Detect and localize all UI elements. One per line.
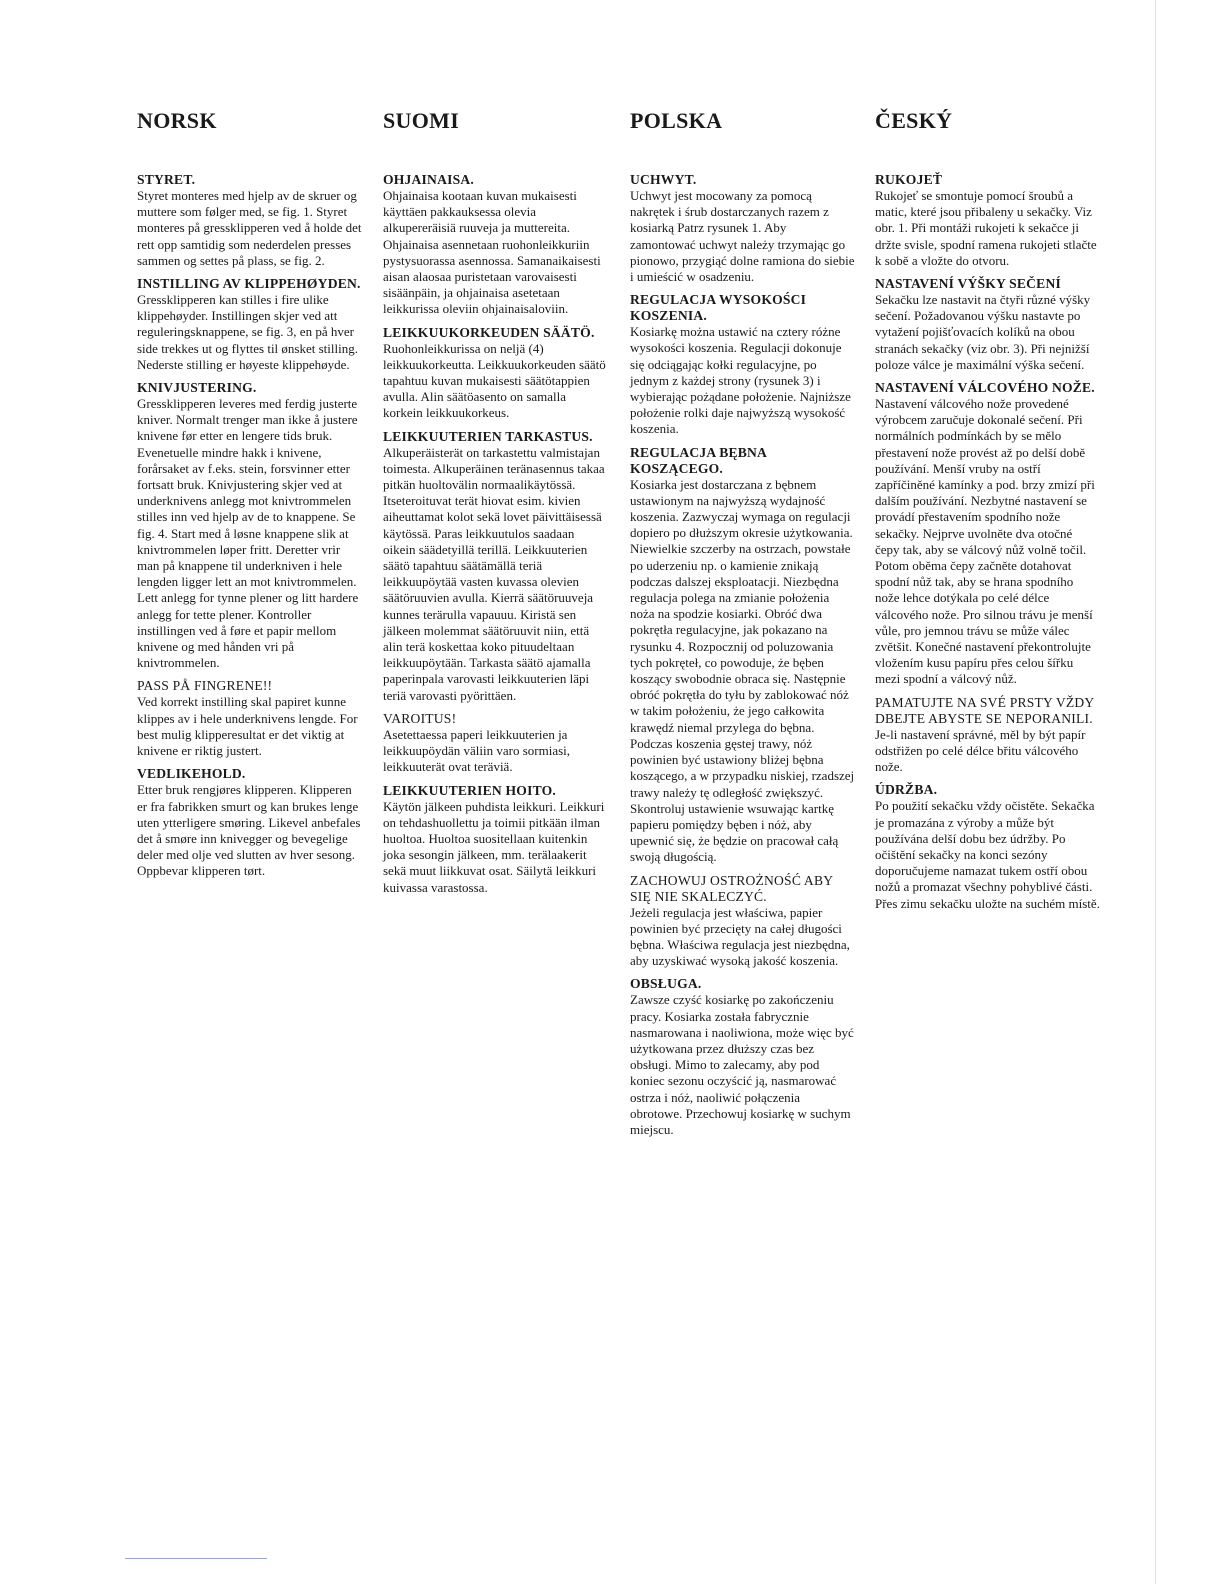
section-heading: NASTAVENÍ VÝŠKY SEČENÍ [875, 276, 1061, 292]
section-text: Käytön jälkeen puhdista leikkuri. Leikkuri on tehdashuollettu ja toimii pitkään ilman huoltoa. Huoltoa suositellaan kuitenkin joka sesongin jälkeen, mm. terälaakerit sekä muut liikkuvat osat. Säilytä leikkuri kuivassa varastossa. [383, 798, 605, 895]
section [383, 429, 608, 704]
section-heading: OBSŁUGA. [630, 976, 702, 992]
section [875, 695, 1100, 776]
section [137, 276, 362, 373]
section [137, 380, 362, 671]
warning-heading: VAROITUS! [383, 710, 457, 726]
section-text: Kosiarkę można ustawić na cztery różne wysokości koszenia. Regulacji dokonuje się odciągając kołki regulacyjne, po jednym z każdej strony (rysunek 3) i wybierając pożądane położenie. Najniższe położenie rolki daje najwyższą wysokość koszenia. [630, 324, 851, 437]
section-heading: ÚDRŽBA. [875, 782, 938, 798]
language-heading: NORSK [137, 108, 217, 133]
section-text: Ved korrekt instilling skal papiret kunne klippes av i hele underknivens lengde. For best mulig klipperesultat er det viktig at knivene er riktig justert. [137, 694, 358, 759]
section [875, 380, 1100, 688]
section-heading: REGULACJA BĘBNA KOSZĄCEGO. [630, 444, 767, 476]
warning-heading: PASS PÅ FINGRENE!! [137, 678, 273, 694]
section-text: Gressklipperen kan stilles i fire ulike klippehøyder. Instillingen skjer ved att reguleringsknappene, se fig. 3, en på hver side trekkes ut og flyttes til ønsket stilling. Nederste stilling er høyeste klippehøyde. [137, 292, 358, 372]
section-text: Rukojeť se smontuje pomocí šroubů a matic, které jsou přibaleny u sekačky. Viz obr. 1. Při montáži rukojeti k sekačce ji držte svisle, spodní ramena rukojeti stlačte k sobě a vložte do otvoru. [875, 188, 1097, 268]
section [875, 276, 1100, 373]
section-text: Etter bruk rengjøres klipperen. Klipperen er fra fabrikken smurt og kan brukes lenge uten ytterligere smøring. Likevel anbefales det å smøre inn knivegger og bevegelige deler med olje ved slutten av hver sesong. Oppbevar klipperen tørt. [137, 782, 361, 879]
section-text: Gressklipperen leveres med ferdig justerte kniver. Normalt trenger man ikke å justere knivene før etter en lengere tids bruk. Evenetuelle mindre hakk i knivene, forårsaket av f.eks. stein, forsvinner etter fortsatt bruk. Knivjustering skjer ved at underknivens anlegg mot knivtrommelen stilles inn ved hjelp av de to knappene. Se fig. 4. Start med å løsne knappene slik at knivtrommelen løper fritt. Deretter vrir man på knappene til underkniven i hele lengden ligger lett an mot knivtrommelen. Lett anlegg for tynne plener og litt hardere anlegg for tette plener. Kontroller instillingen ved å føre et papir mellom knivene og med hånden vri på knivtrommelen. [137, 396, 359, 671]
section [875, 172, 1100, 269]
section-text: Sekačku lze nastavit na čtyři různé výšky sečení. Požadovanou výšku nastavte po vytažení pojišťovacích kolíků na obou stranách sekačky (viz obr. 3). Při nejnižší poloze válce je maximální výška sečení. [875, 292, 1091, 372]
section-text: Alkuperäisterät on tarkastettu valmistajan toimesta. Alkuperäinen teränasennus takaa pitkän huoltovälin normaalikäytössä. Itseteroituvat terät hiovat esim. kivien aiheuttamat kolot sekä lovet päivittäisessä käytössä. Paras leikkuutulos saadaan oikein säädetyillä terillä. Leikkuuterien säätö tapahtuu säätämällä teriä leikkuupöytää vasten kuvassa olevien säätöruuvien avulla. Kierrä säätöruuveja kunnes terärulla vapauuu. Kiristä sen jälkeen molemmat säätöruuvit niin, että alin terä koskettaa koko pituudeltaan leikkuupöytään. Tarkasta säätö ajamalla paperinpala varovasti leikkuuterien läpi teriä varovasti pyörittäen. [383, 444, 605, 703]
scan-edge-line [1155, 0, 1156, 1584]
section-text: Ruohonleikkurissa on neljä (4) leikkuukorkeutta. Leikkuukorkeuden säätö tapahtuu kuvan mukaisesti säätötappien avulla. Alin säätöasento on samalla korkein leikkuukorkeus. [383, 340, 606, 421]
section-text: Nastavení válcového nože provedené výrobcem zaručuje dokonalé sečení. Při normálních podmínkách by se mělo přestavení nože provést až po delší době používání. Menší vruby na ostří zapříčiněné kamínky a pod. brzy zmizí při dalším používání. Nezbytné nastavení se provádí přestavením spodního nože sekačky. Nejprve uvolněte dva otočné čepy tak, aby se válcový nůž volně točil. Potom oběma čepy začněte dotahovat spodní nůž tak, aby se hrana spodního nože lehce dotýkala po celé délce válcového nože. Pro silnou trávu je menší vůle, pro jemnou trávu se může válec zvětšit. Konečné nastavení překontrolujte vložením kusu papíru přes celou šířku mezi spodní a válcový nůž. [875, 396, 1095, 687]
section-heading: LEIKKUUTERIEN TARKASTUS. [383, 428, 593, 444]
section-text: Zawsze czyść kosiarkę po zakończeniu pracy. Kosiarka została fabrycznie nasmarowana i naoliwiona, może więc być użytkowana przez dłuższy czas bez obsługi. Mimo to zalecamy, aby pod koniec sezonu oczyścić ją, nasmarować ostrza i nóż, naoliwić połączenia obrotowe. Przechowuj kosiarkę w suchym miejscu. [630, 992, 854, 1137]
warning-heading: ZACHOWUJ OSTROŻNOŚĆ ABY SIĘ NIE SKALECZYĆ. [630, 872, 833, 904]
section [383, 172, 608, 318]
section [630, 445, 855, 866]
section [630, 292, 855, 437]
section-text: Kosiarka jest dostarczana z bębnem ustawionym na najwyższą wydajność koszenia. Zazwyczaj wymaga on regulacji dopiero po dłuższym okresie użytkowania. Niewielkie szczerby na ostrzach, powstałe po uderzeniu np. o kamienie znikają podczas dalszej eksploatacji. Niezbędna regulacja polega na zmianie położenia noża na spodzie kosiarki. Obróć dwa pokrętła regulacyjne, jak pokazano na rysunku 4. Rozpocznij od poluzowania tych pokręteł, co powoduje, że bęben koszący swobodnie obraca się. Następnie obróć pokrętła do tyłu by zablokować nóż w takim położeniu, że jego całkowita krawędź niemal przylega do bębna. Podczas koszenia gęstej trawy, nóż powinien być ustawiony bliżej bębna koszącego, a w przypadku niskiej, rzadszej trawy należy tę odległość zwiększyć. Skontroluj ustawienie wsuwając kartkę papieru pomiędzy bęben i nóż, aby upewnić się, że będzie on pracował całą swoją długością. [630, 476, 855, 865]
language-heading: ČESKÝ [875, 108, 953, 133]
section-heading: REGULACJA WYSOKOŚCI KOSZENIA. [630, 292, 807, 324]
section [383, 783, 608, 896]
section-heading: NASTAVENÍ VÁLCOVÉHO NOŽE. [875, 380, 1095, 396]
section [137, 766, 362, 879]
section-heading: LEIKKUUKORKEUDEN SÄÄTÖ. [383, 324, 595, 340]
footer-rule [125, 1558, 267, 1559]
section-heading: LEIKKUUTERIEN HOITO. [383, 782, 556, 798]
section-heading: RUKOJEŤ [875, 172, 943, 187]
column-body [630, 172, 855, 1145]
section [137, 678, 362, 759]
section-heading: OHJAINAISA. [383, 172, 474, 187]
section-text: Styret monteres med hjelp av de skruer og muttere som følger med, se fig. 1. Styret monteres på gressklipperen ved å holde det rett opp samtidig som nederdelen presses sammen og settes på plass, se fig. 2. [137, 188, 362, 268]
section [630, 172, 855, 285]
language-heading: SUOMI [383, 108, 460, 133]
section [875, 782, 1100, 911]
section [137, 172, 362, 269]
section-text: Po použití sekačku vždy očistěte. Sekačka je promazána z výroby a může být používána delší dobu bez údržby. Po očištění sekačky na konci sezóny doporučujeme namazat tukem ostří obou nožů a promazat všechny pohyblivé části. Přes zimu sekačku uložte na suchém místě. [875, 798, 1100, 911]
section [630, 976, 855, 1138]
section-heading: VEDLIKEHOLD. [137, 766, 246, 782]
column-body [383, 172, 608, 903]
warning-heading: PAMATUJTE NA SVÉ PRSTY VŽDY DBEJTE ABYSTE SE NEPORANILI. [875, 694, 1094, 726]
language-heading: POLSKA [630, 108, 723, 133]
section [630, 873, 855, 970]
section [383, 711, 608, 776]
section-text: Je-li nastavení správné, měl by být papír odstřižen po celé délce břitu válcového nože. [875, 726, 1086, 775]
section-heading: STYRET. [137, 172, 196, 187]
section [383, 325, 608, 422]
section-text: Jeżeli regulacja jest właściwa, papier powinien być przecięty na całej długości bębna. Właściwa regulacja jest niezbędna, aby uzyskiwać wysoką jakość koszenia. [630, 904, 850, 969]
section-text: Ohjainaisa kootaan kuvan mukaisesti käyttäen pakkauksessa olevia alkupereräisiä ruuveja ja muttereita. Ohjainaisa asennetaan ruohonleikkuriin pystysuorassa asennossa. Samanaikaisesti aisan alaosaa puristetaan varovaisesti sisäänpäin, ja ohjainaisa asetetaan leikkurissa oleviin ohjainaisaloviin. [383, 188, 601, 317]
section-text: Asetettaessa paperi leikkuuterien ja leikkuupöydän väliin varo sormiasi, leikkuuterät ovat teräviä. [383, 726, 571, 775]
section-heading: INSTILLING AV KLIPPEHØYDEN. [137, 276, 361, 292]
column-body [875, 172, 1100, 919]
section-heading: KNIVJUSTERING. [137, 380, 257, 396]
section-text: Uchwyt jest mocowany za pomocą nakrętek i śrub dostarczanych razem z kosiarką Patrz rysunek 1. Aby zamontować uchwyt należy trzymając go pionowo, przygiąć dolne ramiona do siebie i umieścić w osadzeniu. [630, 188, 855, 285]
section-heading: UCHWYT. [630, 172, 697, 187]
column-body [137, 172, 362, 887]
